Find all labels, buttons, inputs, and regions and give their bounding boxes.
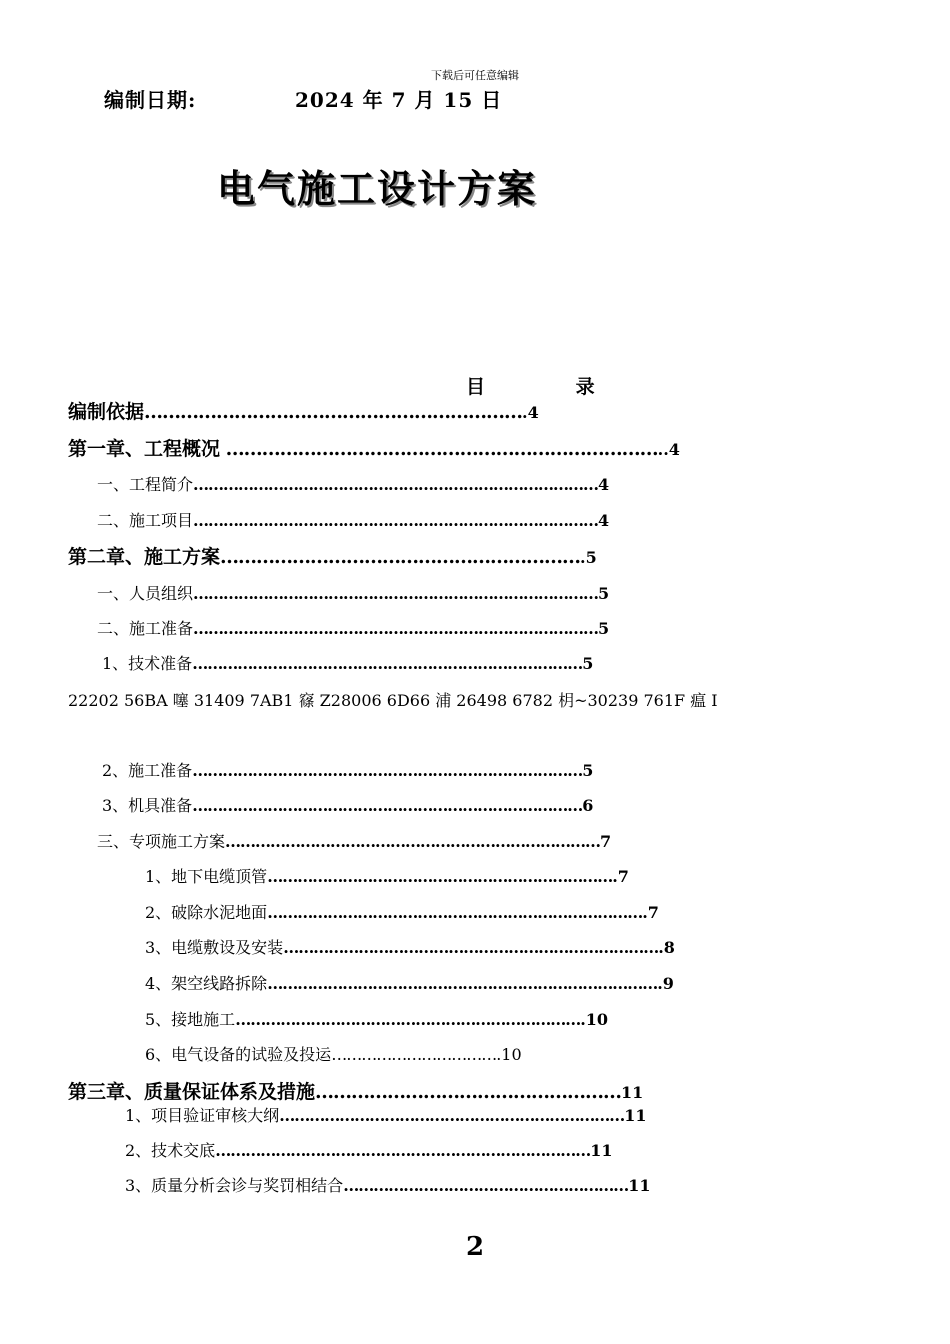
toc-entry[interactable] (97, 508, 609, 531)
toc-entry-text: 1、项目验证审核大纲 (125, 1106, 280, 1125)
toc-entry-text: 2、破除水泥地面 (145, 903, 268, 922)
toc-leader-dots: ………………………………………………………………… (283, 938, 659, 957)
toc-page-number: .8 (658, 938, 675, 957)
toc-page-number: 4 (598, 475, 610, 494)
toc-page-number: 11 (590, 1141, 613, 1160)
toc-page-number: 5 (582, 654, 594, 673)
toc-entry-text: 2、施工准备 (102, 761, 193, 780)
download-watermark: 下载后可任意编辑 (431, 69, 519, 82)
toc-page-number: .10 (496, 1045, 522, 1064)
toc-page-number: .5 (580, 548, 597, 567)
toc-page-number: 5 (582, 761, 594, 780)
toc-leader-dots: …………………………………………………………… (235, 1010, 581, 1029)
toc-entry-text: 二、施工项目 (97, 511, 194, 530)
toc-entry-text: 一、人员组织 (97, 584, 194, 603)
toc-leader-dots: ………………………………………………… (343, 1176, 629, 1195)
toc-entry-text: 一、工程简介 (97, 475, 194, 494)
toc-page-number: 4 (598, 511, 610, 530)
toc-leader-dots: ……………………………………………………… (144, 401, 523, 423)
toc-page-number: .4 (522, 403, 539, 422)
toc-entry[interactable] (145, 1007, 608, 1030)
toc-leader-dots: ………………………………………………………………… (215, 1141, 591, 1160)
toc-leader-dots: ……………………………………………………………………… (193, 619, 599, 638)
toc-entry[interactable] (68, 542, 597, 569)
toc-entry-text: 3、电缆敷设及安装 (145, 938, 284, 957)
toc-entry[interactable] (97, 472, 609, 495)
toc-entry[interactable] (145, 971, 674, 994)
toc-entry[interactable] (102, 651, 593, 674)
toc-leader-dots: …………………………………………… (315, 1081, 622, 1103)
toc-entry[interactable] (97, 829, 611, 852)
toc-entry-text: 1、技术准备 (102, 654, 193, 673)
toc-entry-text: 第二章、施工方案 (68, 546, 221, 568)
toc-leader-dots: …………………………… (331, 1045, 497, 1064)
toc-entry-text: 三、专项施工方案 (97, 832, 226, 851)
toc-leader-dots: …………………………………………………………… (279, 1106, 625, 1125)
toc-leader-dots: …………………………………………………………………… (267, 974, 658, 993)
toc-entry[interactable] (125, 1138, 612, 1161)
date-label: 编制日期: (104, 88, 197, 112)
toc-leader-dots: ……………………………………………………………………… (193, 511, 599, 530)
toc-entry[interactable] (68, 397, 539, 424)
toc-entry-text: 第三章、质量保证体系及措施 (68, 1081, 316, 1103)
page-number: 2 (465, 1232, 485, 1262)
toc-entry[interactable] (97, 581, 609, 604)
toc-leader-dots: ……………………………………………………………………… (193, 584, 599, 603)
toc-page-number: 5 (598, 619, 610, 638)
toc-entry-text: 6、电气设备的试验及投运 (145, 1045, 332, 1064)
toc-entry-text: 2、技术交底 (125, 1141, 216, 1160)
toc-page-number: .10 (580, 1010, 609, 1029)
toc-entry[interactable] (145, 900, 659, 923)
toc-leader-dots: ……………………………………………………………………… (193, 475, 599, 494)
toc-entry-text: 1、地下电缆顶管 (145, 867, 268, 886)
toc-entry[interactable] (97, 616, 609, 639)
toc-leader-dots: ……………………………………………………………… (220, 438, 658, 460)
toc-entry[interactable] (102, 793, 593, 816)
toc-leader-dots: ………………………………………………………………… (267, 903, 643, 922)
toc-leader-dots: …………………………………………………… (220, 546, 581, 568)
toc-page-number: .7 (642, 903, 659, 922)
toc-entry[interactable] (145, 864, 629, 887)
toc-entry-text: 3、质量分析会诊与奖罚相结合 (125, 1176, 344, 1195)
toc-leader-dots: ………………………………………………………………… (225, 832, 601, 851)
toc-page-number: .7 (612, 867, 629, 886)
toc-entry-text: 第一章、工程概况 (68, 438, 221, 460)
toc-entry[interactable] (125, 1173, 650, 1196)
toc-entry[interactable] (68, 1077, 643, 1104)
toc-page-number: 5 (598, 584, 610, 603)
toc-leader-dots: …………………………………………………………… (267, 867, 613, 886)
toc-page-number: 11 (624, 1106, 647, 1125)
toc-entry-text: 二、施工准备 (97, 619, 194, 638)
toc-page-number: 7 (600, 832, 612, 851)
date-value: 2024 年 7 月 15 日 (295, 88, 503, 112)
toc-leader-dots: …………………………………………………………………… (192, 796, 583, 815)
toc-entry-text: 3、机具准备 (102, 796, 193, 815)
toc-leader-dots: …………………………………………………………………… (192, 654, 583, 673)
toc-entry[interactable] (125, 1103, 646, 1126)
toc-entry[interactable] (145, 935, 675, 958)
toc-page-number: ..4 (657, 440, 680, 459)
toc-entry-text: 编制依据 (68, 401, 145, 423)
toc-entry-text: 4、架空线路拆除 (145, 974, 268, 993)
garbled-text-line: 22202 56BA 噻 31409 7AB1 窱 Z28006 6D66 浦 26498 6782 枂~30239 761F 瘟 I (68, 691, 718, 710)
toc-page-number: 11 (628, 1176, 651, 1195)
toc-page-number: 6 (582, 796, 594, 815)
toc-leader-dots: …………………………………………………………………… (192, 761, 583, 780)
toc-entry[interactable] (145, 1042, 522, 1065)
toc-entry[interactable] (68, 434, 680, 461)
toc-page-number: .9 (657, 974, 674, 993)
toc-page-number: 11 (621, 1083, 644, 1102)
toc-entry[interactable] (102, 758, 593, 781)
document-title: 电气施工设计方案 (217, 166, 538, 211)
toc-heading: 目 录 (466, 376, 637, 398)
toc-entry-text: 5、接地施工 (145, 1010, 236, 1029)
